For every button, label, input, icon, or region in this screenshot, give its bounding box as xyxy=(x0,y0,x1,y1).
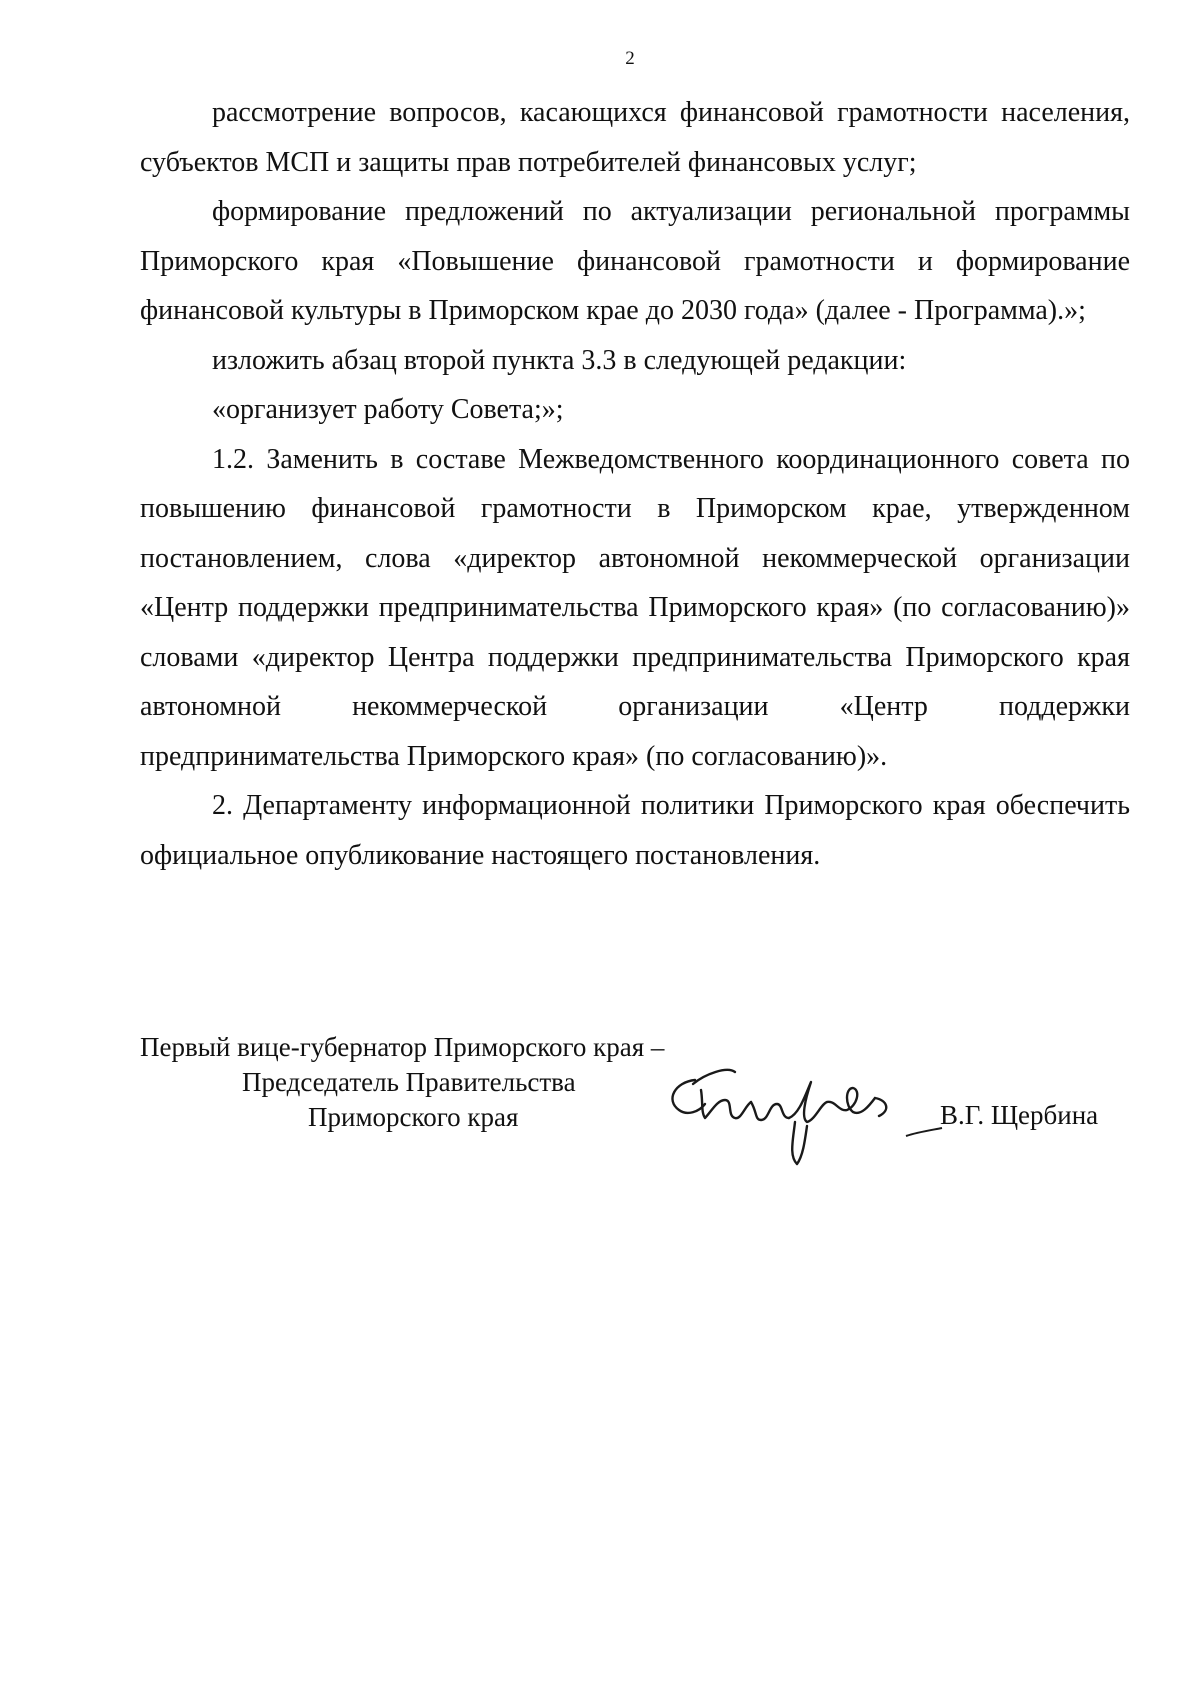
signatory-title-block xyxy=(140,1030,664,1135)
signatory-title-line-2: Председатель Правительства xyxy=(242,1067,576,1097)
signer-name xyxy=(940,1100,1098,1131)
paragraph-organize-council-work: «организует работу Совета;»; xyxy=(212,394,564,425)
signer-name-text: В.Г. Щербина xyxy=(940,1100,1099,1130)
signatory-title-line-1: Первый вице-губернатор Приморского края – xyxy=(140,1032,665,1062)
document-body xyxy=(140,88,1130,880)
signatory-title-line-3: Приморского края xyxy=(308,1102,519,1132)
paragraph-item-1-2: 1.2. Заменить в составе Межведомственного координационного совета по повышению финансовой грамотности в Приморском крае, утвержденном постановлением, слова «директор автономной некоммерческой организации «Центр поддержки предпринимательства Приморского края» (по согласованию)» словами «директор Центра поддержки предпринимательства Приморского края автономной некоммерческой организации «Центр поддержки предпринимательства Приморского края» (по согласованию)». xyxy=(140,443,1130,772)
signature-underline xyxy=(904,1126,944,1140)
page-number: 2 xyxy=(625,48,635,69)
paragraph-item-2: 2. Департаменту информационной политики Приморского края обеспечить официальное опубликование настоящего постановления. xyxy=(140,790,1130,871)
handwritten-signature xyxy=(665,1060,905,1180)
paragraph-program-update-proposals: формирование предложений по актуализации региональной программы Приморского края «Повышение финансовой грамотности и формирование финансовой культуры в Приморском крае до 2030 года» (далее - Программа).»; xyxy=(140,196,1130,326)
paragraph-amend-clause-3-3: изложить абзац второй пункта 3.3 в следующей редакции: xyxy=(212,344,907,376)
paragraph-financial-literacy-review: рассмотрение вопросов, касающихся финансовой грамотности населения, субъектов МСП и защиты прав потребителей финансовых услуг; xyxy=(140,97,1130,178)
